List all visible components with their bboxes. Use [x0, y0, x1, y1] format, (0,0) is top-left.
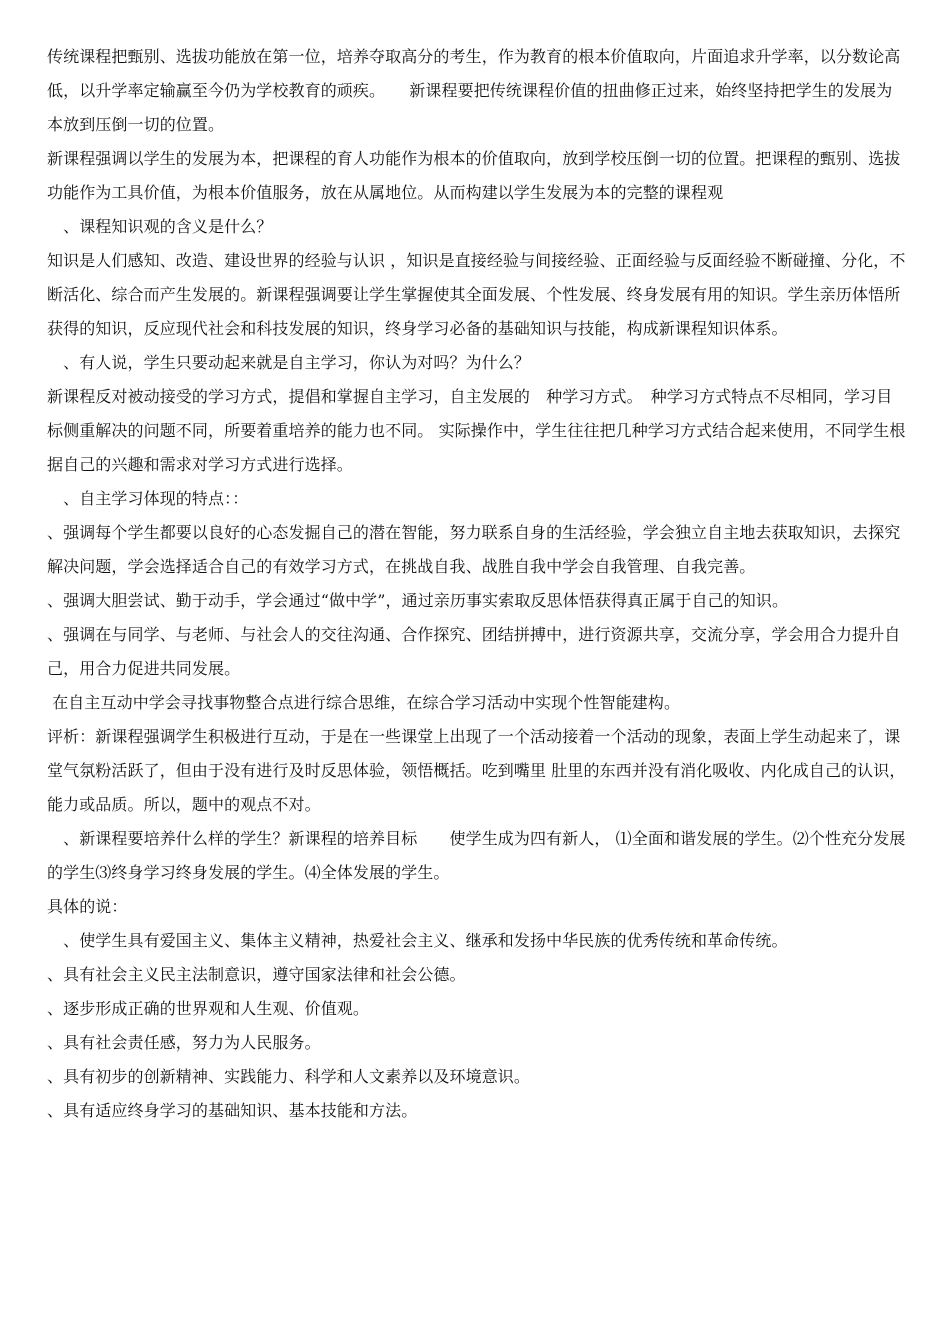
- feature-item-2: 、强调大胆尝试、勤于动手，学会通过“做中学”，通过亲历事实索取反思体悟获得真正属于自己的知识。: [47, 591, 789, 610]
- feature-item-3: 、强调在与同学、与老师、与社会人的交往沟通、合作探究、团结拼搏中，进行资源共享，交流分享，学会用合力提升自己，用合力促进共同发展。: [47, 625, 901, 678]
- paragraph-new-curriculum-value: 新课程强调以学生的发展为本，把课程的育人功能作为根本的价值取向，放到学校压倒一切的位置。把课程的甄别、选拔功能作为工具价值，为根本价值服务，放在从属地位。从而构建以学生发展为本的完整的课程观: [47, 149, 901, 202]
- goal-item-6: 、具有适应终身学习的基础知识、基本技能和方法。: [47, 1101, 418, 1120]
- goal-item-4: 、具有社会责任感，努力为人民服务。: [47, 1033, 321, 1052]
- goal-item-2: 、具有社会主义民主法制意识，遵守国家法律和社会公德。: [47, 965, 466, 984]
- heading-autonomous-features: 、自主学习体现的特点：：: [47, 489, 249, 508]
- paragraph-analysis: 评析：新课程强调学生积极进行互动，于是在一些课堂上出现了一个活动接着一个活动的现象，表面上学生动起来了，课堂气氛粉活跃了，但由于没有进行及时反思体验，领悟概括。吃到嘴里 肚里的东西并没有消化吸收、内化成自己的认识，能力或品质。所以，题中的观点不对。: [47, 727, 906, 814]
- feature-item-4: 在自主互动中学会寻找事物整合点进行综合思维，在综合学习活动中实现个性智能建构。: [47, 693, 681, 712]
- question-knowledge-view: 、课程知识观的含义是什么？: [47, 217, 273, 236]
- heading-specifically: 具体的说：: [47, 897, 128, 916]
- paragraph-knowledge-definition: 知识是人们感知、改造、建设世界的经验与认识 ，知识是直接经验与间接经验、正面经验与反面经验不断碰撞、分化，不断活化、综合而产生发展的。新课程强调要让学生掌握使其全面发展、个性发展、终身发展有用的知识。学生亲历体悟所获得的知识，反应现代社会和科技发展的知识，终身学习必备的基础知识与技能，构成新课程知识体系。: [47, 251, 906, 338]
- goal-item-5: 、具有初步的创新精神、实践能力、科学和人文素养以及环境意识。: [47, 1067, 531, 1086]
- question-training-goals: 、新课程要培养什么样的学生？新课程的培养目标 使学生成为四有新人， ⑴全面和谐发展的学生。⑵个性充分发展的学生⑶终身学习终身发展的学生。⑷全体发展的学生。: [47, 829, 906, 882]
- paragraph-traditional-curriculum: 传统课程把甄别、选拔功能放在第一位，培养夺取高分的考生，作为教育的根本价值取向，片面追求升学率，以分数论高低，以升学率定输赢至今仍为学校教育的顽疾。 新课程要把传统课程价值的扭曲修正过来，始终坚持把学生的发展为本放到压倒一切的位置。: [47, 47, 901, 134]
- paragraph-learning-methods: 新课程反对被动接受的学习方式，提倡和掌握自主学习，自主发展的 种学习方式。 种学习方式特点不尽相同，学习目标侧重解决的问题不同，所要着重培养的能力也不同。 实际操作中，学生往往把几种学习方式结合起来使用，不同学生根据自己的兴趣和需求对学习方式进行选择。: [47, 387, 906, 474]
- feature-item-1: 、强调每个学生都要以良好的心态发掘自己的潜在智能，努力联系自身的生活经验，学会独立自主地去获取知识，去探究解决问题，学会选择适合自己的有效学习方式，在挑战自我、战胜自我中学会自我管理、自我完善。: [47, 523, 901, 576]
- goal-item-3: 、逐步形成正确的世界观和人生观、价值观。: [47, 999, 370, 1018]
- question-autonomous-learning: 、有人说，学生只要动起来就是自主学习，你认为对吗？为什么？: [47, 353, 531, 372]
- goal-item-1: 、使学生具有爱国主义、集体主义精神，热爱社会主义、继承和发扬中华民族的优秀传统和革命传统。: [47, 931, 788, 950]
- document-page: [47, 40, 907, 1128]
